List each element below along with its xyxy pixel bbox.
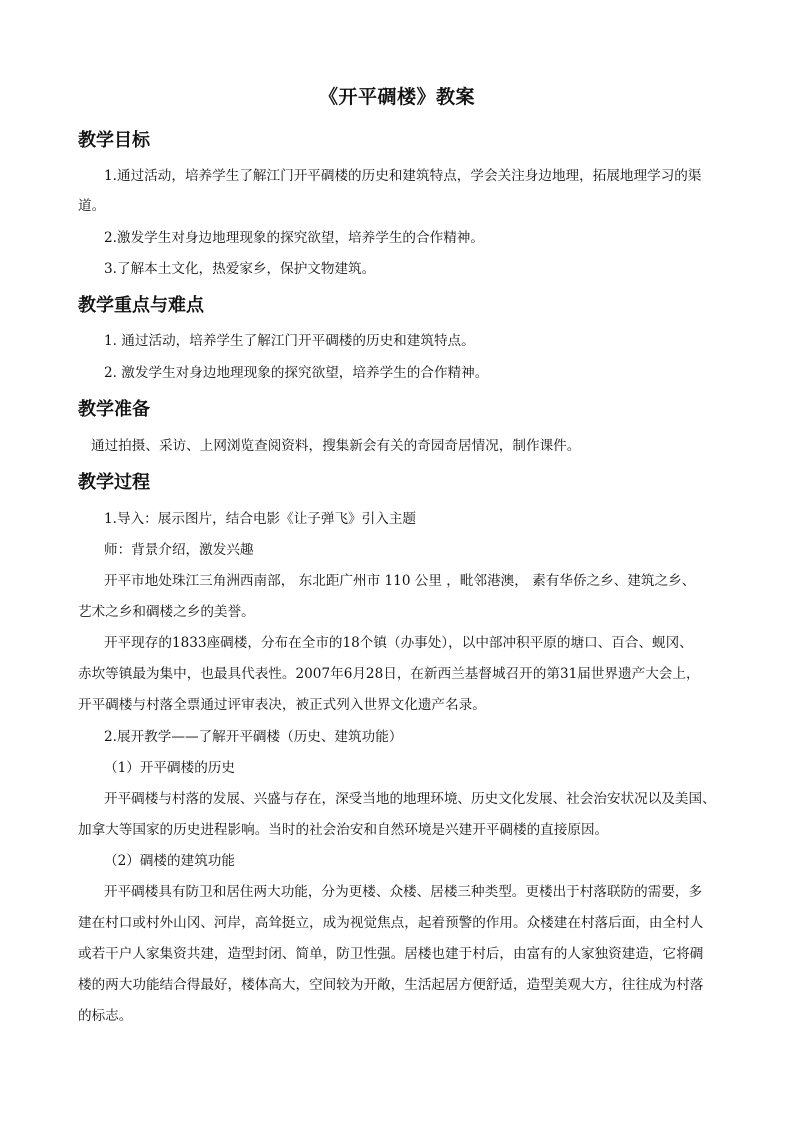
heading-keypoints: 教学重点与难点 (78, 295, 204, 316)
heading-preparation: 教学准备 (78, 399, 150, 420)
process-line-4: 艺术之乡和碉楼之乡的美誉。 (78, 604, 255, 620)
process-line-13: 开平碉楼具有防卫和居住两大功能，分为更楼、众楼、居楼三种类型。更楼出于村落联防的需要，多 (104, 884, 703, 900)
process-line-1: 1.导入：展示图片，结合电影《让子弹飞》引入主题 (104, 511, 417, 527)
process-line-5: 开平现存的1833座碉楼，分布在全市的18个镇（办事处），以中部冲积平原的塘口、百合、蚬冈、 (104, 635, 693, 651)
process-line-17: 的标志。 (78, 1008, 133, 1024)
process-line-2: 师：背景介绍，激发兴趣 (104, 542, 254, 558)
process-line-11: 加拿大等国家的历史进程影响。当时的社会治安和自然环境是兴建开平碉楼的直接原因。 (78, 822, 609, 838)
document-title: 《开平碉楼》教案 (318, 86, 475, 108)
objectives-line-2: 道。 (78, 198, 106, 214)
process-line-8: 2.展开教学——了解开平碉楼（历史、建筑功能） (104, 729, 403, 745)
process-line-14: 建在村口或村外山冈、河岸，高耸挺立，成为视觉焦点，起着预警的作用。众楼建在村落后面，由全村人 (78, 915, 704, 931)
objectives-line-4: 3.了解本土文化，热爱家乡，保护文物建筑。 (104, 261, 376, 277)
process-line-3: 开平市地处珠江三角洲西南部， 东北距广州市 110 公里 ，毗邻港澳， 素有华侨之乡、建筑之乡、 (104, 573, 696, 589)
process-line-12: （2）碉楼的建筑功能 (104, 853, 235, 869)
process-line-10: 开平碉楼与村落的发展、兴盛与存在，深受当地的地理环境、历史文化发展、社会治安状况以及美国、 (104, 791, 716, 807)
process-line-15: 或若干户人家集资共建，造型封闭、简单，防卫性强。居楼也建于村后，由富有的人家独资建造，它将碉 (78, 946, 704, 962)
heading-objectives: 教学目标 (78, 130, 150, 151)
heading-process: 教学过程 (78, 472, 150, 493)
objectives-line-1: 1.通过活动，培养学生了解江门开平碉楼的历史和建筑特点，学会关注身边地理，拓展地理学习的渠 (104, 168, 702, 184)
objectives-line-3: 2.激发学生对身边地理现象的探究欲望，培养学生的合作精神。 (104, 230, 484, 246)
process-line-6: 赤坎等镇最为集中，也最具代表性。2007年6月28日，在新西兰基督城召开的第31届世界遗产大会上， (78, 666, 700, 682)
keypoints-line-2: 2. 激发学生对身边地理现象的探究欲望，培养学生的合作精神。 (104, 365, 489, 381)
keypoints-line-1: 1. 通过活动，培养学生了解江门开平碉楼的历史和建筑特点。 (104, 333, 475, 349)
process-line-9: （1）开平碉楼的历史 (104, 760, 235, 776)
process-line-7: 开平碉楼与村落全票通过评审表决，被正式列入世界文化遗产名录。 (78, 697, 486, 713)
process-line-16: 楼的两大功能结合得最好，楼体高大，空间较为开敞，生活起居方便舒适，造型美观大方，往往成为村落 (78, 977, 704, 993)
preparation-line-1: 通过拍摄、采访、上网浏览查阅资料，搜集新会有关的奇园奇居情况，制作课件。 (91, 438, 581, 454)
